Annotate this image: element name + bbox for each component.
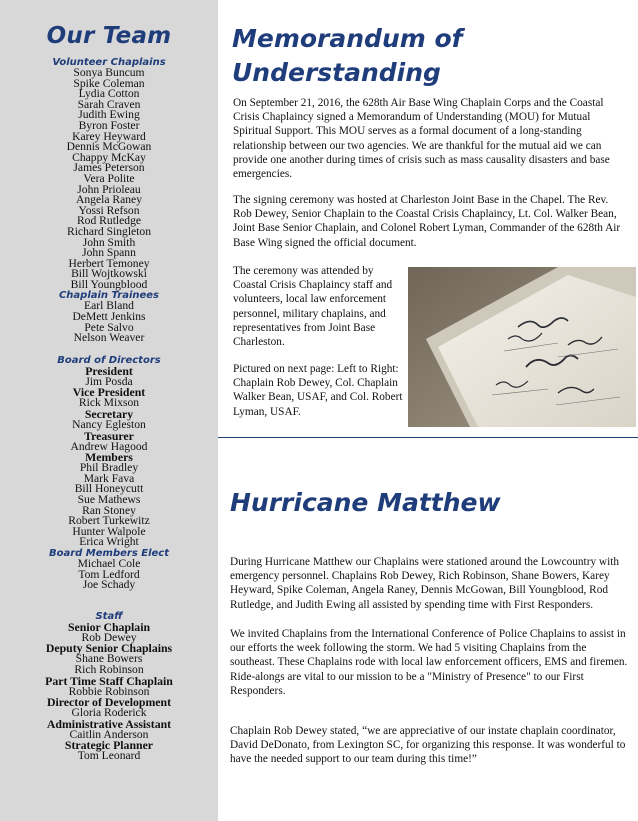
mou-title [232, 22, 632, 90]
volunteer-name: Angela Raney [76, 193, 142, 207]
board-role: President [85, 363, 133, 378]
staff-name: Robbie Robinson [68, 684, 150, 698]
volunteer-name: Sonya Buncum [73, 66, 145, 79]
sidebar-title: Our Team [46, 23, 172, 49]
board-name: Jim Posda [85, 374, 133, 388]
members-role: Members [85, 450, 133, 465]
signed-document-photo [408, 267, 636, 427]
volunteer-name: Yossi Refson [78, 203, 140, 217]
board-name: Nancy Egleston [72, 418, 146, 432]
trainee-name: DeMett Jenkins [72, 310, 146, 324]
staff-role: Deputy Senior Chaplains [45, 641, 173, 656]
mou-photo-caption: Pictured on next page: Left to Right: Chaplain Rob Dewey, Col. Chaplain Walker Bean, USAF, and Col. Robert Lyman, USAF. [233, 363, 403, 418]
volunteer-name: Spike Coleman [73, 76, 145, 90]
hurricane-paragraph: Chaplain Rob Dewey stated, “we are appreciative of our instate chaplain coordinator, David DeDonato, from Lexington SC, for organizing this response. It was wonderful to have the needed support to our team during this time!” [230, 725, 626, 766]
staff-name: Tom Leonard [77, 749, 141, 763]
mou-title-line1: Memorandum of [232, 24, 463, 53]
trainee-name: Pete Salvo [84, 320, 134, 334]
member-name: Mark Fava [83, 471, 135, 485]
section-divider [218, 437, 638, 438]
volunteer-name: Lydia Cotton [78, 87, 140, 101]
staff-role: Senior Chaplain [67, 619, 151, 634]
volunteer-name: Judith Ewing [78, 108, 140, 122]
mou-paragraph: The signing ceremony was hosted at Charleston Joint Base in the Chapel. The Rev. Rob Dewey, Senior Chaplain to the Coastal Crisis Chaplaincy, Lt. Col. Walker Bean, Joint Base Senior Chaplain, and Colonel Robert Lyman, Commander of the 628th Air Base Wing signed the official document. [233, 194, 621, 249]
staff-role: Strategic Planner [64, 738, 154, 753]
member-name: Hunter Walpole [72, 524, 146, 538]
volunteer-name: James Peterson [73, 161, 145, 175]
team-list [0, 57, 218, 762]
volunteer-name: John Smith [82, 235, 136, 249]
board-role: Vice President [72, 385, 146, 400]
volunteer-name: Byron Foster [78, 118, 140, 132]
staff-name: Shane Bowers [75, 652, 143, 666]
mou-paragraph: The ceremony was attended by Coastal Crisis Chaplaincy staff and volunteers, local law enforcement personnel, military chaplains, and representatives from Joint Base Charleston. [233, 265, 393, 349]
hurricane-title: Hurricane Matthew [230, 488, 501, 517]
elect-name: Joe Schady [82, 578, 136, 592]
member-name: Bill Honeycutt [74, 482, 144, 496]
member-name: Sue Mathews [77, 493, 141, 506]
board-role: Treasurer [84, 428, 134, 443]
member-name: Phil Bradley [79, 461, 139, 475]
trainee-name: Earl Bland [84, 299, 134, 313]
staff-name: Caitlin Anderson [69, 727, 149, 741]
member-name: Robert Turkewitz [68, 514, 150, 528]
volunteer-name: Chappy McKay [72, 150, 146, 164]
elect-heading: Board Members Elect [48, 547, 170, 559]
staff-name: Rich Robinson [74, 662, 144, 676]
hurricane-paragraph: During Hurricane Matthew our Chaplains were stationed around the Lowcountry with emergency personnel. Chaplains Rob Dewey, Rich Robinson, Shane Bowers, Karey Heyward, Spike Coleman, Angela Raney, Dennis McGowan, Bill Youngblood, Rod Rutledge, and Judith Ewing all assisted by spending time with First Responders. [230, 556, 620, 611]
signed-document-illustration [408, 267, 636, 427]
trainees-heading: Chaplain Trainees [58, 290, 160, 302]
board-role: Secretary [84, 407, 134, 422]
volunteer-name: Dennis McGowan [66, 140, 152, 154]
main-content [218, 0, 638, 821]
staff-role: Part Time Staff Chaplain [45, 673, 173, 688]
staff-role: Administrative Assistant [46, 716, 172, 731]
volunteer-name: Richard Singleton [66, 224, 152, 238]
staff-name: Rob Dewey [81, 630, 137, 644]
volunteer-name: Vera Polite [83, 171, 135, 185]
volunteer-heading: Volunteer Chaplains [52, 57, 166, 68]
board-name: Rick Mixson [78, 396, 140, 410]
volunteer-name: Rod Rutledge [76, 214, 142, 228]
staff-name: Gloria Roderick [71, 706, 147, 720]
mou-title-line2: Understanding [232, 58, 441, 87]
volunteer-name: Bill Youngblood [70, 277, 148, 291]
sidebar [0, 0, 218, 821]
member-name: Erica Wright [79, 535, 139, 549]
hurricane-paragraph: We invited Chaplains from the International Conference of Police Chaplains to assist in our efforts the week following the storm. We had 5 visiting Chaplains from the southeast. These Chaplains rode with local law enforcement officers, EMS and firemen. Ride-alongs are vital to our mission to be a "Ministry of Presence" to our First Responders. [230, 628, 628, 697]
elect-name: Michael Cole [77, 556, 141, 570]
member-name: Ran Stoney [82, 503, 136, 517]
volunteer-name: John Prioleau [77, 182, 141, 196]
mou-paragraph: On September 21, 2016, the 628th Air Base Wing Chaplain Corps and the Coastal Crisis Chaplaincy signed a Memorandum of Understanding (MOU) for Mutual Spiritual Support. This MOU serves as a formal document of a long-standing relationship between our two agencies. We are thankful for the mutual aid we can provide one another during times of crisis such as mass causality disasters and base emergencies. [233, 97, 610, 181]
staff-role: Director of Development [46, 695, 172, 710]
volunteer-name: John Spann [82, 246, 136, 260]
volunteer-name: Sarah Craven [77, 97, 141, 111]
trainee-name: Nelson Weaver [73, 331, 145, 345]
elect-name: Tom Ledford [78, 567, 140, 581]
volunteer-name: Herbert Temoney [68, 256, 150, 270]
board-heading: Board of Directors [57, 354, 161, 366]
volunteer-name: Bill Wojtkowski [71, 267, 147, 281]
volunteer-name: Karey Heyward [72, 129, 146, 143]
staff-heading: Staff [95, 610, 123, 622]
board-name: Andrew Hagood [70, 439, 148, 453]
